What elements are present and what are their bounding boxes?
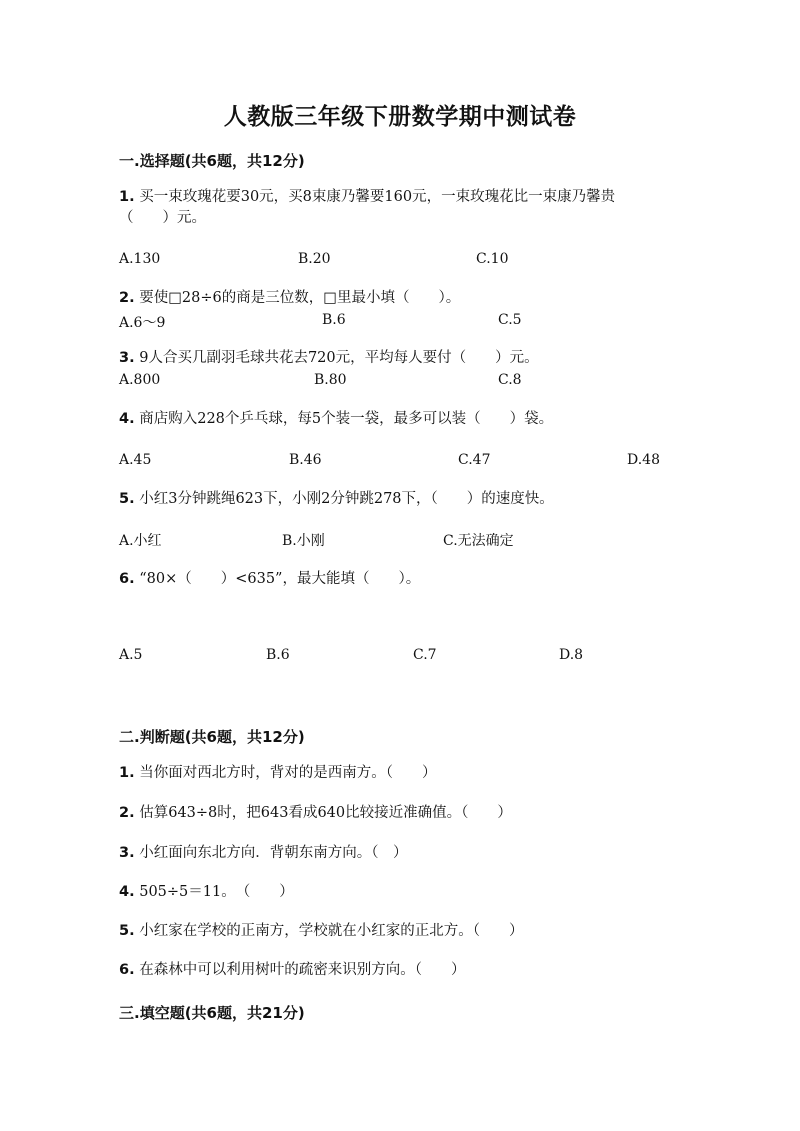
question-2-2 — [119, 802, 512, 824]
question-2-1 — [119, 762, 436, 784]
option-c: C.5 — [498, 312, 522, 328]
question-1-1 — [119, 186, 615, 208]
option-b: B.46 — [289, 452, 322, 468]
question-text: 小红家在学校的正南方，学校就在小红家的正北方。（ ） — [139, 923, 524, 939]
question-number: 1. — [119, 189, 135, 205]
question-number: 1. — [119, 765, 135, 781]
option-c: C.7 — [413, 647, 437, 663]
option-c: C.无法确定 — [443, 533, 514, 549]
option-b: B.20 — [298, 251, 331, 267]
question-2-3 — [119, 842, 407, 864]
option-a: A.6～9 — [119, 315, 166, 331]
section-heading-choice: 一.选择题(共6题，共12分) — [119, 152, 305, 170]
question-2-4 — [119, 881, 294, 903]
question-text: 505÷5＝11。 （ ） — [139, 884, 294, 900]
question-number: 3. — [119, 845, 135, 861]
option-b: B.6 — [322, 312, 346, 328]
option-c: C.10 — [476, 251, 509, 267]
option-a: A.5 — [119, 647, 143, 663]
question-1-4 — [119, 408, 553, 430]
question-number: 2. — [119, 290, 135, 306]
question-number: 6. — [119, 571, 135, 587]
question-text: 在森林中可以利用树叶的疏密来识别方向。（ ） — [139, 962, 466, 978]
section-heading-fill-blank: 三.填空题(共6题，共21分) — [119, 1004, 305, 1022]
question-text: 买一束玫瑰花要30元，买8束康乃馨要160元，一束玫瑰花比一束康乃馨贵 — [139, 189, 616, 205]
question-text: 要使□28÷6的商是三位数，□里最小填（ ）。 — [139, 290, 461, 306]
question-number: 6. — [119, 962, 135, 978]
option-a: A.45 — [119, 452, 152, 468]
option-b: B.80 — [314, 372, 347, 388]
question-text: 小红面向东北方向．背朝东南方向。（ ） — [139, 845, 408, 861]
option-b: B.小刚 — [282, 533, 325, 549]
question-text: 9人合买几副羽毛球共花去720元，平均每人要付（ ）元。 — [139, 350, 539, 366]
question-text: 小红3分钟跳绳623下，小刚2分钟跳278下，（ ）的速度快。 — [139, 491, 554, 507]
question-number: 3. — [119, 350, 135, 366]
question-1-2 — [119, 287, 460, 309]
question-text: 估算643÷8时，把643看成640比较接近准确值。（ ） — [139, 805, 512, 821]
option-a: A.130 — [119, 251, 161, 267]
option-c: C.8 — [498, 372, 522, 388]
question-1-5 — [119, 488, 554, 510]
page-title: 人教版三年级下册数学期中测试卷 — [223, 104, 577, 130]
question-1-3 — [119, 347, 539, 369]
question-1-1-continued: （ ）元。 — [119, 210, 206, 226]
question-number: 5. — [119, 491, 135, 507]
question-text: 当你面对西北方时，背对的是西南方。（ ） — [139, 765, 437, 781]
question-text: 商店购入228个乒乓球，每5个装一袋，最多可以装（ ）袋。 — [139, 411, 554, 427]
option-d: D.8 — [559, 647, 584, 663]
option-a: A.800 — [119, 372, 161, 388]
question-number: 2. — [119, 805, 135, 821]
option-d: D.48 — [627, 452, 660, 468]
question-text: “80×（ ）<635”，最大能填（ ）。 — [139, 571, 421, 587]
option-c: C.47 — [458, 452, 491, 468]
question-number: 4. — [119, 884, 135, 900]
question-2-5 — [119, 920, 523, 942]
option-b: B.6 — [266, 647, 290, 663]
option-a: A.小红 — [119, 533, 162, 549]
question-number: 5. — [119, 923, 135, 939]
question-2-6 — [119, 959, 465, 981]
question-1-6 — [119, 568, 420, 590]
section-heading-judgement: 二.判断题(共6题，共12分) — [119, 728, 305, 746]
question-number: 4. — [119, 411, 135, 427]
